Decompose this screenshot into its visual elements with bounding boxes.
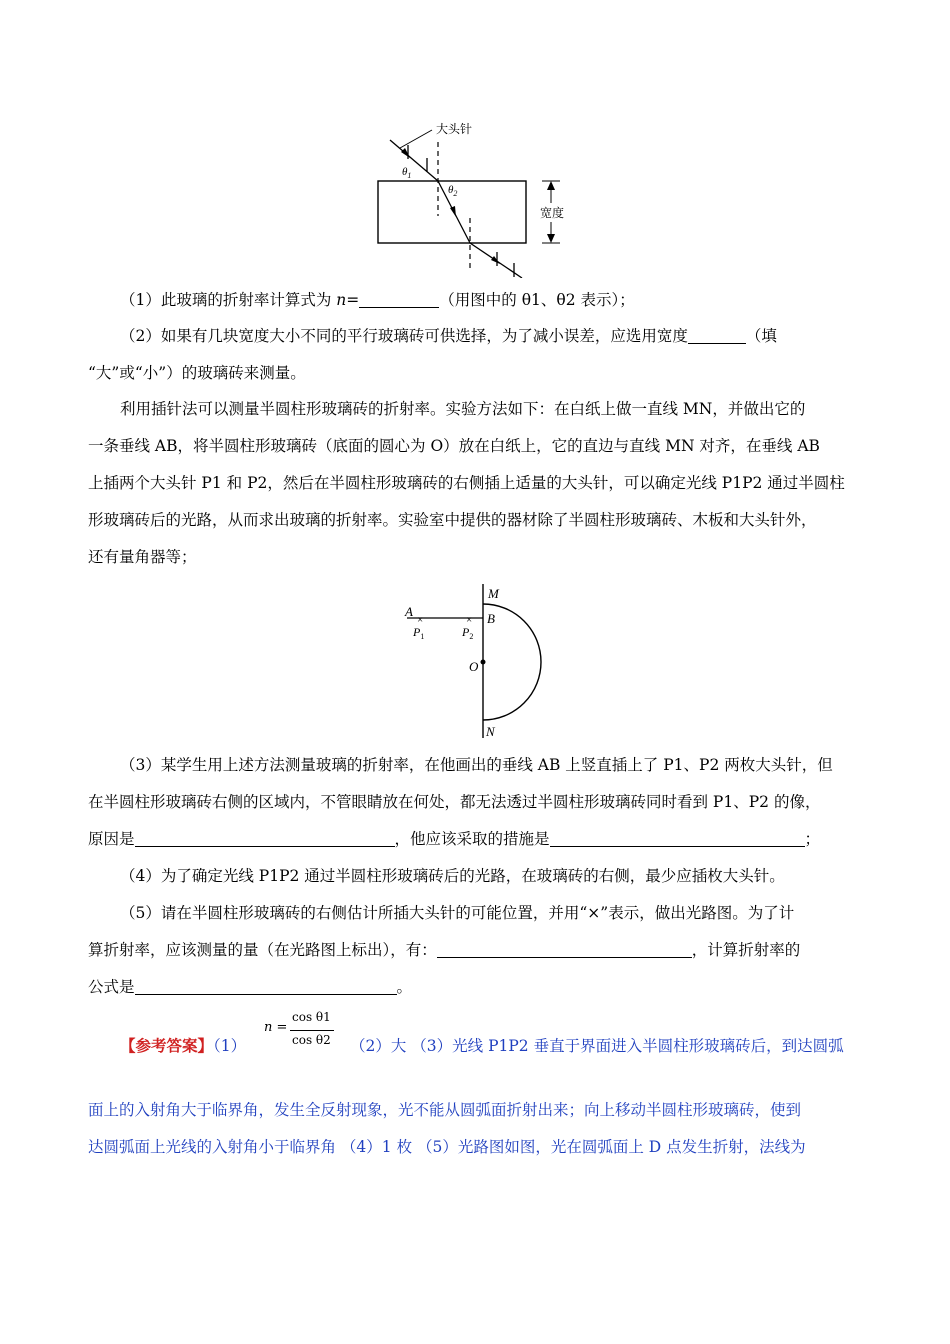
q5-prefix2: 公式是	[88, 978, 135, 996]
intro-line5: 还有量角器等；	[88, 548, 197, 566]
formula-numerator: cos θ1	[292, 1010, 331, 1024]
label-N: N	[486, 724, 495, 739]
question-2-line1	[120, 326, 777, 346]
question-5-line1: （5）请在半圆柱形玻璃砖的右侧估计所插大头针的可能位置，并用“×”表示，做出光路图。为了计	[120, 904, 795, 922]
q3-mid: ，他应该采取的措施是	[394, 830, 550, 848]
slab-diagram	[370, 118, 590, 278]
answer-blank[interactable]	[135, 978, 397, 995]
answer-blank[interactable]	[359, 291, 439, 308]
width-label: 宽度	[540, 206, 565, 220]
q5-prefix: 算折射率，应该测量的量（在光路图上标出），有：	[88, 941, 437, 959]
answer-line3: 达圆弧面上光线的入射角小于临界角 （4）1 枚 （5）光路图如图，光在圆弧面上 D 点发生折射，法线为	[88, 1138, 806, 1156]
answer-blank[interactable]	[437, 941, 692, 958]
arrow-icon	[450, 206, 456, 217]
q2-prefix: （2）如果有几块宽度大小不同的平行玻璃砖可供选择，为了减小误差，应选用宽度	[120, 327, 688, 345]
label-B: B	[487, 611, 495, 626]
label-M: M	[488, 586, 499, 601]
answer-blank[interactable]	[550, 830, 805, 847]
pin-label: 大头针	[436, 122, 473, 136]
question-1	[120, 290, 635, 310]
answer-line1-rest: （2）大 （3）光线 P1P2 垂直于界面进入半圆柱形玻璃砖后，到达圆弧	[350, 1037, 844, 1055]
pin-mark-p2: ×	[466, 614, 473, 626]
pin-mark-p1: ×	[417, 614, 424, 626]
question-2-line2: “大”或“小”）的玻璃砖来测量。	[88, 364, 306, 382]
q5-suffix2: 。	[396, 978, 413, 996]
q1-eq: =	[346, 291, 360, 309]
intro-line3: 上插两个大头针 P1 和 P2，然后在半圆柱形玻璃砖的右侧插上适量的大头针，可以确定光线 P1P2 通过半圆柱	[88, 474, 845, 492]
arrow-down-icon	[547, 234, 555, 243]
intro-line2: 一条垂线 AB，将半圆柱形玻璃砖（底面的圆心为 O）放在白纸上，它的直边与直线 MN 对齐，在垂线 AB	[88, 437, 820, 455]
answer-tag: 【参考答案】	[120, 1036, 214, 1055]
question-4: （4）为了确定光线 P1P2 通过半圆柱形玻璃砖后的光路，在玻璃砖的右侧，最少应插枚大头针。	[120, 867, 785, 885]
theta1-label: $\theta_1$	[402, 166, 412, 180]
semicircle-diagram	[395, 580, 555, 742]
formula-denominator: cos θ2	[292, 1033, 331, 1047]
answer-part1: （1）	[213, 1037, 247, 1055]
q5-suffix: ，计算折射率的	[691, 941, 801, 959]
answer-blank[interactable]	[135, 830, 395, 847]
formula-n: n =	[264, 1020, 288, 1035]
arrow-up-icon	[547, 181, 555, 190]
question-3-line2: 在半圆柱形玻璃砖右侧的区域内，不管眼睛放在何处，都无法透过半圆柱形玻璃砖同时看到 P1、P2 的像，	[88, 793, 821, 811]
q3-suffix: ；	[804, 830, 821, 848]
center-point	[481, 660, 486, 665]
label-P1: $P_1$	[413, 625, 425, 641]
q1-var: n	[336, 291, 347, 309]
q1-suffix: （用图中的 θ1、θ2 表示）；	[439, 291, 635, 309]
intro-line1: 利用插针法可以测量半圆柱形玻璃砖的折射率。实验方法如下：在白纸上做一直线 MN，并做出它的	[120, 400, 806, 418]
q1-prefix: （1）此玻璃的折射率计算式为	[120, 291, 337, 309]
question-3-line1: （3）某学生用上述方法测量玻璃的折射率，在他画出的垂线 AB 上竖直插上了 P1、P2 两枚大头针，但	[120, 756, 833, 774]
fraction-bar	[290, 1030, 334, 1031]
question-3-line3	[88, 829, 820, 849]
arrow-icon	[491, 256, 500, 264]
answer-blank[interactable]	[688, 327, 746, 344]
intro-line4: 形玻璃砖后的光路，从而求出玻璃的折射率。实验室中提供的器材除了半圆柱形玻璃砖、木板和大头针外，	[88, 511, 817, 529]
answer-line2: 面上的入射角大于临界角，发生全反射现象，光不能从圆弧面折射出来；向上移动半圆柱形玻璃砖，使到	[88, 1101, 802, 1119]
answer-formula	[264, 1010, 344, 1054]
label-O: O	[469, 659, 479, 674]
q2-suffix: （填	[745, 327, 777, 345]
theta2-label: $\theta_2$	[448, 184, 458, 198]
label-P2: $P_2$	[462, 625, 474, 641]
label-A: A	[405, 604, 413, 619]
question-5-line2	[88, 940, 800, 960]
pin-leader	[400, 130, 432, 148]
question-5-line3	[88, 977, 412, 997]
q3-prefix: 原因是	[88, 830, 135, 848]
incident-ray	[390, 140, 438, 181]
answer-line1	[120, 1036, 246, 1056]
